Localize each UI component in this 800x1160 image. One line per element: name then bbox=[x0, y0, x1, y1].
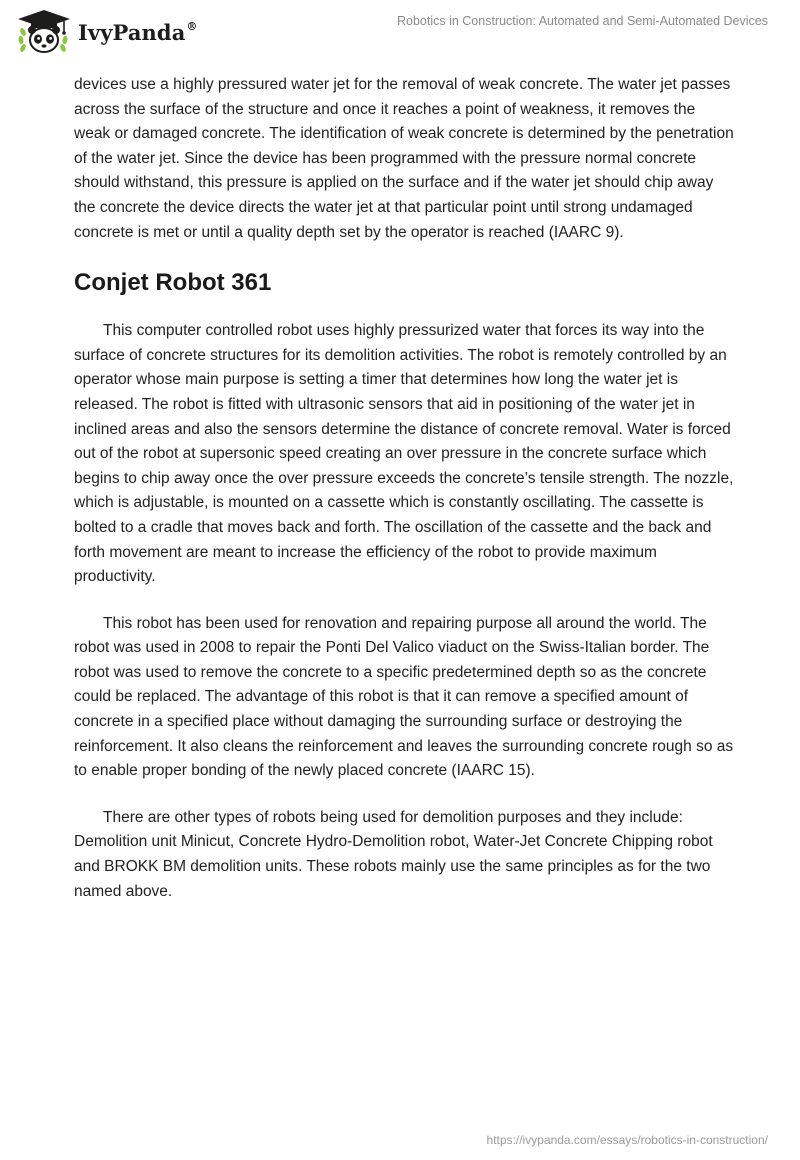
brand-label: IvyPanda bbox=[78, 19, 186, 45]
intro-paragraph: devices use a highly pressured water jet for the removal of weak concrete. The water jet passes across the surface of the structure and once it reaches a point of weakness, it removes the weak or damaged concrete. The identification of weak concrete is determined by the penetration of the water jet. Since the device has been programmed with the pressure normal concrete should withstand, this pressure is applied on the surface and if the water jet should chip away the concrete the device directs the water jet at that particular point until strong undamaged concrete is met or until a quality depth set by the operator is reached (IAARC 9). bbox=[74, 76, 734, 241]
registered-mark: ® bbox=[186, 19, 198, 33]
document-title: Robotics in Construction: Automated and Semi-Automated Devices bbox=[396, 14, 768, 28]
ivypanda-logo[interactable] bbox=[14, 8, 198, 56]
body-paragraph-1: This computer controlled robot uses highly pressurized water that forces its way into the surface of concrete structures for its demolition activities. The robot is remotely controlled by an operator whose main purpose is setting a timer that determines how long the water jet is released. The robot is fitted with ultrasonic sensors that aid in positioning of the water jet in inclined areas and also the sensors determine the distance of concrete removal. Water is forced out of the robot at supersonic speed creating an over pressure in the concrete surface which begins to chip away once the over pressure exceeds the concrete’s tensile strength. The nozzle, which is adjustable, is mounted on a cassette which is constantly oscillating. The cassette is bolted to a cradle that moves back and forth. The oscillation of the cassette and the back and forth movement are meant to increase the efficiency of the robot to provide maximum productivity. bbox=[74, 322, 734, 586]
body-paragraph-2: This robot has been used for renovation and repairing purpose all around the world. The robot was used in 2008 to repair the Ponti Del Valico viaduct on the Swiss-Italian border. The robot was used to remove the concrete to a specific predetermined depth so as the concrete could be replaced. The advantage of this robot is that it can remove a specified amount of concrete in a specified place without damaging the surrounding surface or destroying the reinforcement. It also cleans the reinforcement and leaves the surrounding concrete rough so as to enable proper bonding of the newly placed concrete (IAARC 15). bbox=[74, 614, 734, 780]
section-heading: Conjet Robot 361 bbox=[74, 269, 272, 297]
body-paragraph-3: There are other types of robots being used for demolition purposes and they include: Demolition unit Minicut, Concrete Hydro-Demolition robot, Water-Jet Concrete Chipping robot and BROKK BM demolition units. These robots mainly use the same principles as for the two named above. bbox=[74, 808, 713, 900]
source-url-link[interactable]: https://ivypanda.com/essays/robotics-in-construction/ bbox=[486, 1133, 768, 1147]
essay-body bbox=[74, 73, 734, 926]
brand-name bbox=[78, 20, 198, 45]
page-header bbox=[0, 0, 800, 70]
panda-graduate-icon bbox=[14, 8, 74, 56]
